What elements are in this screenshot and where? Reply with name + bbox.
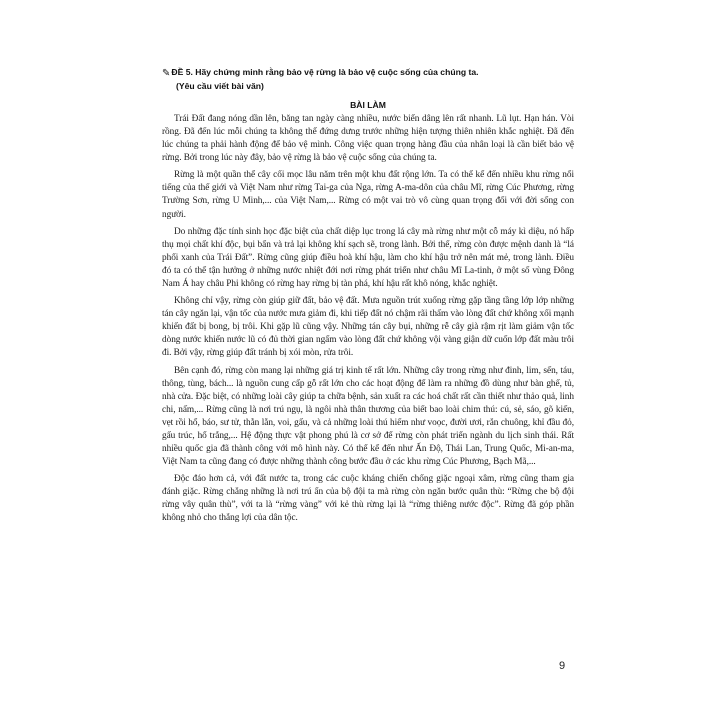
exercise-requirement: (Yêu cầu viết bài văn) [176,81,264,91]
essay-paragraph-3: Do những đặc tính sinh học đặc biệt của chất diệp lục trong lá cây mà rừng như một cỗ máy kì diệu, nó hấp thụ mọi chất khí độc, bụi bẩn và trả lại không khí sạch sẽ, trong lành. Bởi thế, rừng còn được mệnh danh là “lá phổi xanh của Trái Đất”. Rừng cũng giúp điều hoà khí hậu, làm cho khí hậu trở nên mát mẻ, trong lành. Điều đó ta có thể tận hưởng ở những nước nhiệt đới nơi rừng phát triển như châu Mĩ La-tinh, ở một số vùng Đông Nam Á hay châu Phi không có rừng hay rừng bị tàn phá, khí hậu rất khô nóng, khắc nghiệt. [162,226,574,289]
pencil-writing-icon: ✎ [162,68,171,79]
essay-paragraph-2: Rừng là một quần thể cây cối mọc lâu năm trên một khu đất rộng lớn. Ta có thể kể đến nhiều khu rừng nổi tiếng của thế giới và Việt Nam như rừng Tai-ga của Nga, rừng A-ma-dôn của châu Mĩ, rừng Cúc Phương, rừng Trường Sơn, rừng U Minh,... của Việt Nam,... Rừng có một vai trò vô cùng quan trọng đối với đời sống con người. [162,170,574,220]
essay-paragraph-5: Bên cạnh đó, rừng còn mang lại những giá trị kinh tế rất lớn. Những cây trong rừng như đinh, lim, sến, táu, thông, tùng, bách... là nguồn cung cấp gỗ rất lớn cho các hoạt động để làm ra những đồ dùng như bàn ghế, tủ, nhà cửa. Đặc biệt, có những loài cây giúp ta chữa bệnh, sản xuất ra các hoá chất rất cần thiết như thảo quả, linh chi, nấm,... Rừng cũng là nơi trú ngụ, là ngôi nhà thân thương của biết bao loài chim thú: cú, sẻ, sáo, gõ kiến, vẹt rồi hổ, báo, sư tử, thằn lằn, voi, gấu, và cả những loài thú hiếm như voọc, đười ươi, rắn chuông, khỉ đầu đỏ, gấu trúc, hổ trắng,... Hệ động thực vật phong phú là cơ sở để rừng còn phát triển ngành du lịch sinh thái. Rất nhiều quốc gia đã thành công với mô hình này. Có thể kể đến như Ấn Độ, Thái Lan, Trung Quốc, Mi-an-ma, Việt Nam ta cũng đang có được những thành công bước đầu ở các khu rừng Cúc Phương, Bạch Mã,... [162,365,574,467]
essay-paragraph-1: Trái Đất đang nóng dần lên, băng tan ngày càng nhiều, nước biển dâng lên rất nhanh. Lũ lụt. Hạn hán. Vòi rồng. Đã đến lúc mỗi chúng ta không thể đứng dưng trước những hiện tượng thiên nhiên khắc nghiệt. Đã đến lúc chúng ta phải hành động để bảo vệ mình. Công việc quan trọng hàng đầu của nhân loại là cần biết bảo vệ rừng. Bởi trong lúc này đây, bảo vệ rừng là bảo vệ cuộc sống của chúng ta. [162,114,574,164]
page-number: 9 [559,660,566,672]
document-page [162,66,574,530]
exercise-title [162,66,574,80]
essay-paragraph-4: Không chỉ vậy, rừng còn giúp giữ đất, bảo vệ đất. Mưa nguồn trút xuống rừng gặp tầng tầng lớp lớp những tán cây ngăn lại, vận tốc của nước mưa giảm đi, khi tiếp đất nó chậm rãi thấm vào lòng đất chứ không xối mạnh khiến đất bị bong, bị trôi. Khi gặp lũ cũng vậy. Những tán cây bụi, những rễ cây già rậm rịt làm giảm vận tốc dòng nước khiến nước lũ có đủ thời gian ngấm vào lòng đất chứ không vội vàng giận dữ cuốn lớp đất màu trôi đi. Bởi vậy, rừng giúp đất tránh bị xói mòn, rửa trôi. [162,296,574,359]
essay-heading: BÀI LÀM [350,100,386,110]
essay-paragraph-6: Độc đáo hơn cả, với đất nước ta, trong các cuộc kháng chiến chống giặc ngoại xâm, rừng cũng tham gia đánh giặc. Rừng chẳng những là nơi trú ẩn của bộ đội ta mà rừng còn ngăn bước quân thù: “Rừng che bộ đội rừng vây quân thù”, với ta là “rừng vàng” với kẻ thù rừng lại là “rừng thiêng nước độc”. Rừng đã góp phần không nhỏ cho thắng lợi của dân tộc. [162,474,574,524]
exercise-label: ĐỀ 5. [171,67,193,77]
exercise-prompt: Hãy chứng minh rằng bảo vệ rừng là bảo vệ cuộc sống của chúng ta. [195,67,479,77]
